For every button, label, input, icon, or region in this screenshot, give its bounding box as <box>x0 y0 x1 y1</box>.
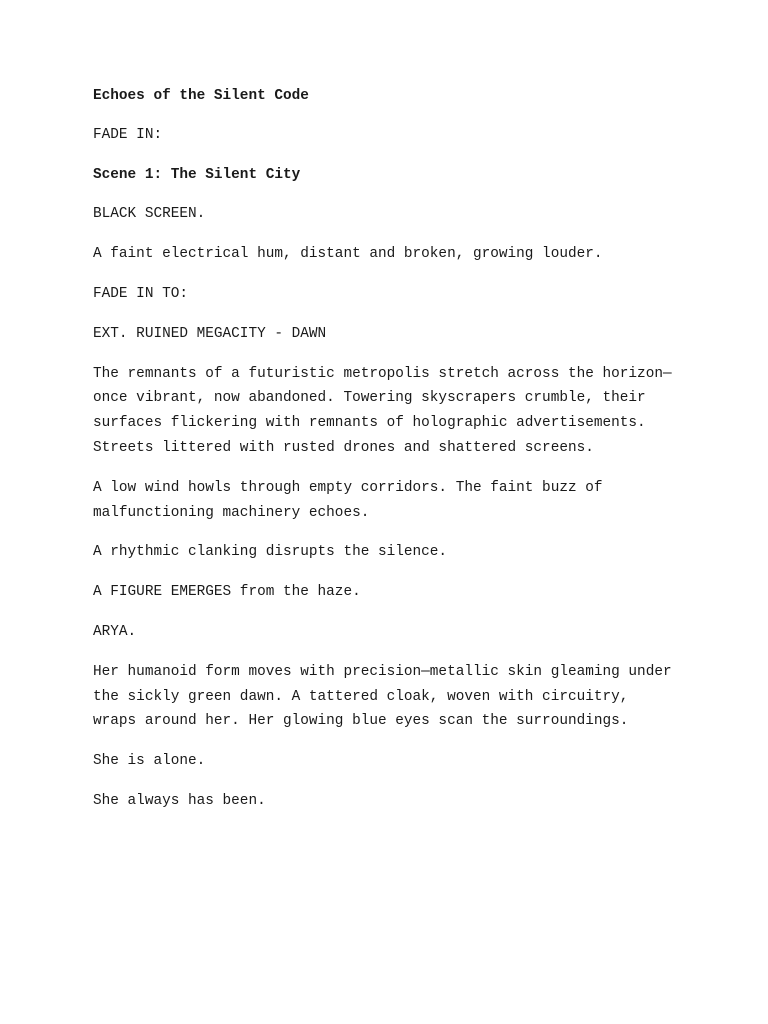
character-name: ARYA. <box>93 623 137 640</box>
scene-heading: Scene 1: The Silent City <box>93 166 301 183</box>
action-paragraph: A low wind howls through empty corridors. The faint buzz of malfunctioning machinery echoes. <box>93 479 603 521</box>
transition-fade-in-to: FADE IN TO: <box>93 285 188 302</box>
screenplay-body <box>93 84 673 829</box>
action-line: BLACK SCREEN. <box>93 206 206 223</box>
slug-line: EXT. RUINED MEGACITY - DAWN <box>93 325 327 342</box>
action-line: She is alone. <box>93 753 206 770</box>
action-line: A rhythmic clanking disrupts the silence. <box>93 544 448 561</box>
action-line: She always has been. <box>93 792 266 809</box>
action-paragraph: The remnants of a futuristic metropolis stretch across the horizon—once vibrant, now abandoned. Towering skyscrapers crumble, their surfaces flickering with remnants of holographic advertisements. Streets littered with rusted drones and shattered screens. <box>93 365 672 456</box>
transition-fade-in: FADE IN: <box>93 126 163 143</box>
screenplay-title: Echoes of the Silent Code <box>93 88 309 104</box>
action-line: A faint electrical hum, distant and broken, growing louder. <box>93 246 603 263</box>
action-line: A FIGURE EMERGES from the haze. <box>93 584 361 601</box>
action-paragraph: Her humanoid form moves with precision—metallic skin gleaming under the sickly green dawn. A tattered cloak, woven with circuitry, wraps around her. Her glowing blue eyes scan the surroundings. <box>93 663 672 730</box>
